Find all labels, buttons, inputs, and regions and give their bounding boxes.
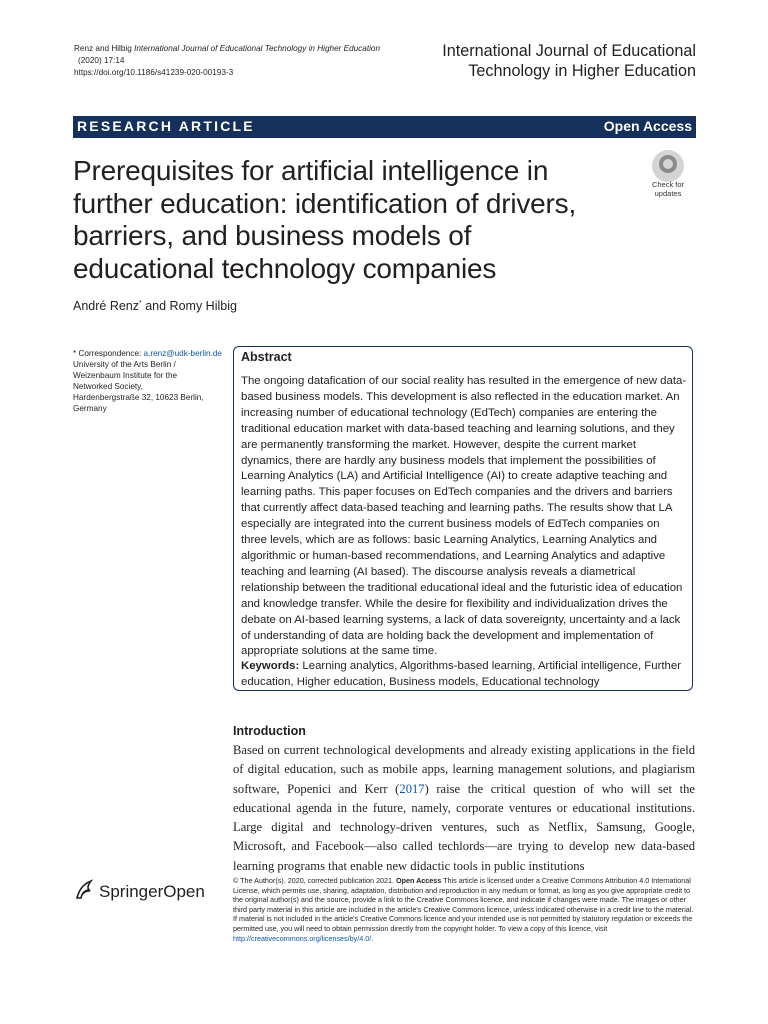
keywords-list: Learning analytics, Algorithms-based learning, Artificial intelligence, Further education, Higher education, Business models, Educational technology bbox=[241, 660, 682, 688]
article-type-label: RESEARCH ARTICLE bbox=[77, 118, 255, 134]
citation-journal: International Journal of Educational Technology in Higher Education bbox=[134, 44, 381, 53]
license-url-link[interactable]: http://creativecommons.org/licenses/by/4.0/ bbox=[233, 933, 372, 943]
journal-title-line1: International Journal of Educational bbox=[442, 42, 696, 60]
correspondence-email-link[interactable]: a.renz@udk-berlin.de bbox=[143, 349, 222, 358]
corresponding-mark: * bbox=[139, 299, 142, 307]
introduction-text: Based on current technological developments and already existing applications in the field of digital education, such as mobile apps, learning management solutions, and plagiarism software, Popenici and Kerr (2017) raise the critical question of who will set the educational agenda in the future, namely, corporate ventures or educational institutions. Large digital and technology-driven ventures, such as Netflix, Samsung, Google, Microsoft, and Facebook—also called techlords—are trying to develop new data-based learning programs that enable new didactic tools in public institutions bbox=[233, 743, 695, 873]
springer-horse-icon bbox=[73, 878, 97, 902]
author-hilbig: and Romy Hilbig bbox=[141, 299, 237, 313]
doi-link[interactable]: https://doi.org/10.1186/s41239-020-00193-3 bbox=[74, 68, 234, 77]
check-updates-icon bbox=[652, 150, 684, 182]
article-type-banner bbox=[73, 116, 696, 138]
abstract-text: The ongoing datafication of our social reality has resulted in the emergence of new data-based business models. This development is also reflected in the education market. An increasing number of educational technology (EdTech) companies are entering the traditional education market with data-based teaching and learning solutions, and they are permanently transforming the market. However, despite the current market dynamics, there are hardly any business models that implement the possibilities of Learning Analytics (LA) and Artificial Intelligence (AI) to create adaptive teaching and learning paths. This paper focuses on EdTech companies and the drivers and barriers that currently affect data-based teaching and learning paths. The results show that LA especially are integrated into the current business models of EdTech companies on three levels, which are as follows: basic Learning Analytics, Learning Analytics and algorithmic or human-based recommendations, and Learning Analytics and adaptive teaching and learning (AI based). The discourse analysis reveals a diametrical relationship between the traditional educational ideal and the futuristic idea of education and knowledge transfer. While the desire for flexibility and individualization drives the debate on AI-based learning systems, a lack of data sovereignty, uncertainty and a lack of understanding of data are holding back the development and implementation of appropriate solutions at the same time. bbox=[241, 375, 687, 658]
affiliation-block bbox=[73, 348, 223, 414]
journal-title bbox=[420, 41, 696, 81]
affiliation-line: University of the Arts Berlin / bbox=[73, 360, 176, 369]
license-open-access: Open Access bbox=[396, 876, 442, 885]
affiliation-line: Weizenbaum Institute for the bbox=[73, 371, 178, 380]
keywords-label: Keywords: bbox=[241, 660, 300, 672]
introduction-heading: Introduction bbox=[233, 724, 306, 738]
abstract-heading: Abstract bbox=[241, 350, 292, 364]
open-access-label: Open Access bbox=[603, 118, 692, 134]
check-for-updates-button[interactable] bbox=[644, 150, 692, 204]
keywords bbox=[241, 659, 687, 691]
citation-authors: Renz and Hilbig bbox=[74, 44, 132, 53]
correspondence-label: * Correspondence: bbox=[73, 349, 144, 358]
affiliation-line: Germany bbox=[73, 404, 107, 413]
article-citation bbox=[74, 43, 426, 79]
license-text: © The Author(s). 2020, corrected publication 2021. Open Access This article is licensed under a Creative Commons Attribution 4.0 International License, which permits use, sharing, adaptation, distribution and reproduction in any medium or format, as long as you give appropriate credit to the original author(s) and the source, provide a link to the Creative Commons licence, and indicate if changes were made. The images or other third party material in this article are included in the article's Creative Commons licence, unless indicated otherwise in a credit line to the material. If material is not included in the article's Creative Commons licence and your intended use is not permitted by statutory regulation or exceeds the permitted use, you will need to obtain permission directly from the copyright holder. To view a copy of this licence, visit http://creativecommons.org/licenses/by/4.0/. bbox=[233, 876, 694, 943]
journal-title-line2: Technology in Higher Education bbox=[468, 62, 696, 80]
affiliation-line: Hardenbergstraße 32, 10623 Berlin, bbox=[73, 393, 204, 402]
affiliation-line: Networked Society, bbox=[73, 382, 143, 391]
citation-volume: (2020) 17:14 bbox=[78, 56, 125, 65]
springer-open-logo bbox=[73, 876, 223, 906]
publisher-name: SpringerOpen bbox=[99, 882, 205, 901]
article-title: Prerequisites for artificial intelligence in further education: identification of drivers, barriers, and business models of educational technology companies bbox=[73, 155, 577, 284]
author-list bbox=[73, 299, 237, 313]
author-renz[interactable]: André Renz bbox=[73, 299, 140, 313]
check-updates-label: Check for updates bbox=[651, 180, 685, 198]
citation-link[interactable]: 2017 bbox=[399, 781, 425, 796]
